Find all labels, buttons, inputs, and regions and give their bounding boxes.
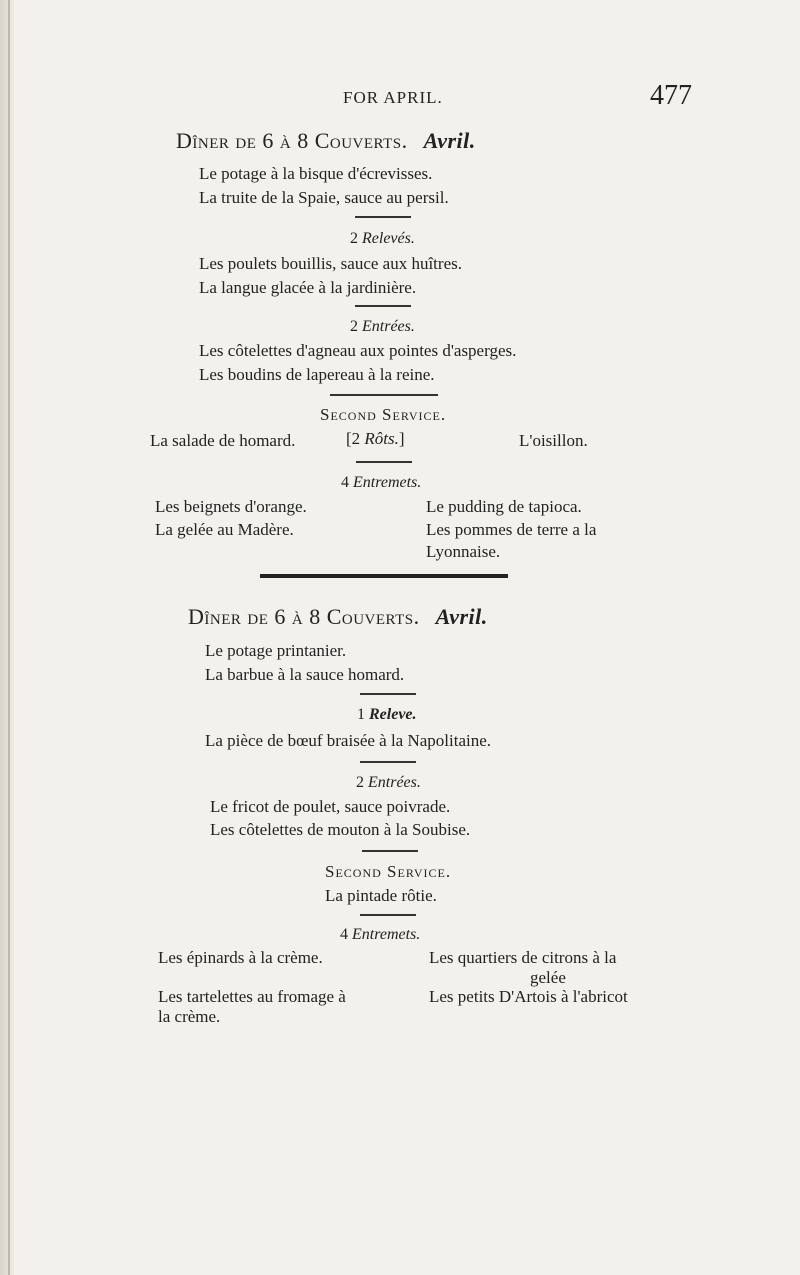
menu2-releve-heading bbox=[357, 706, 417, 724]
menu1-roasts-open: [2 bbox=[346, 429, 361, 448]
menu2-entree-2: Les côtelettes de mouton à la Soubise. bbox=[210, 820, 471, 839]
menu1-entrees-num: 2 bbox=[350, 318, 358, 335]
menu2-releve-num: 1 bbox=[357, 706, 365, 723]
menu2-divider-4 bbox=[360, 914, 416, 916]
menu1-fish: La truite de la Spaie, sauce au persil. bbox=[199, 188, 449, 207]
menu1-roasts-close: ] bbox=[398, 429, 405, 448]
menu2-entree-1: Le fricot de poulet, sauce poivrade. bbox=[210, 797, 451, 816]
menu1-releves-heading bbox=[350, 230, 415, 248]
menu1-second-service: Second Service. bbox=[320, 405, 447, 424]
menu2-entrees-num: 2 bbox=[356, 774, 364, 791]
menu1-roasts-heading bbox=[346, 429, 405, 449]
menu2-roast: La pintade rôtie. bbox=[325, 886, 437, 905]
page-number: 477 bbox=[650, 80, 692, 111]
menu1-title-prefix: Dîner de 6 à 8 Couverts. bbox=[176, 128, 408, 153]
menu1-releve-1: Les poulets bouillis, sauce aux huîtres. bbox=[199, 254, 462, 273]
menu2-entremet-left-3: la crème. bbox=[158, 1007, 221, 1026]
section-separator bbox=[260, 574, 508, 578]
menu2-entremet-left-1: Les épinards à la crème. bbox=[158, 948, 323, 967]
menu1-divider-2 bbox=[355, 305, 411, 307]
menu2-soup: Le potage printanier. bbox=[205, 641, 347, 660]
menu1-entremet-left-1: Les beignets d'orange. bbox=[155, 497, 307, 516]
menu1-entremets-heading bbox=[341, 474, 421, 492]
menu2-releve: La pièce de bœuf braisée à la Napolitaine. bbox=[205, 731, 492, 750]
book-spine-shadow bbox=[0, 0, 14, 1275]
menu1-entrees-heading bbox=[350, 318, 415, 336]
menu2-entremet-right-2: gelée bbox=[530, 968, 566, 987]
menu2-divider-2 bbox=[360, 761, 416, 763]
menu1-roast-right: L'oisillon. bbox=[519, 431, 588, 450]
menu2-entremets-heading bbox=[340, 926, 420, 944]
menu2-second-service: Second Service. bbox=[325, 862, 452, 881]
menu1-entremet-right-3: Lyonnaise. bbox=[426, 542, 501, 561]
menu1-title bbox=[176, 128, 476, 154]
menu2-entremet-left-2: Les tartelettes au fromage à bbox=[158, 987, 346, 1006]
menu1-releve-2: La langue glacée à la jardinière. bbox=[199, 278, 417, 297]
menu2-entrees-heading bbox=[356, 774, 421, 792]
menu1-divider-3 bbox=[330, 394, 438, 396]
menu2-title bbox=[188, 604, 488, 630]
menu1-entremet-right-2: Les pommes de terre a la bbox=[426, 520, 597, 539]
menu2-entremet-right-1: Les quartiers de citrons à la bbox=[429, 948, 617, 967]
menu1-divider-4 bbox=[356, 461, 412, 463]
menu1-roasts-word: Rôts. bbox=[364, 429, 399, 448]
menu1-entrees-word: Entrées. bbox=[362, 318, 415, 335]
menu1-entremet-right-1: Le pudding de tapioca. bbox=[426, 497, 582, 516]
menu2-divider-3 bbox=[362, 850, 418, 852]
menu1-entremets-word: Entremets. bbox=[353, 474, 422, 491]
menu1-title-month: Avril. bbox=[423, 128, 476, 153]
menu1-entremet-left-2: La gelée au Madère. bbox=[155, 520, 294, 539]
running-title: FOR APRIL. bbox=[343, 88, 443, 107]
menu1-entree-1: Les côtelettes d'agneau aux pointes d'asperges. bbox=[199, 341, 517, 360]
menu1-soup: Le potage à la bisque d'écrevisses. bbox=[199, 164, 433, 183]
menu2-entremets-word: Entremets. bbox=[352, 926, 421, 943]
menu2-entremet-right-3: Les petits D'Artois à l'abricot bbox=[429, 987, 628, 1006]
menu1-releves-num: 2 bbox=[350, 230, 358, 247]
menu1-roast-left: La salade de homard. bbox=[150, 431, 296, 450]
menu2-entremets-num: 4 bbox=[340, 926, 348, 943]
menu2-releve-word: Releve. bbox=[369, 706, 417, 723]
menu2-fish: La barbue à la sauce homard. bbox=[205, 665, 405, 684]
book-gutter-line bbox=[8, 0, 10, 1275]
menu1-entree-2: Les boudins de lapereau à la reine. bbox=[199, 365, 435, 384]
menu2-title-month: Avril. bbox=[435, 604, 488, 629]
menu2-title-prefix: Dîner de 6 à 8 Couverts. bbox=[188, 604, 420, 629]
menu1-entremets-num: 4 bbox=[341, 474, 349, 491]
menu2-entrees-word: Entrées. bbox=[368, 774, 421, 791]
menu1-divider-1 bbox=[355, 216, 411, 218]
menu2-divider-1 bbox=[360, 693, 416, 695]
menu1-releves-word: Relevés. bbox=[362, 230, 415, 247]
